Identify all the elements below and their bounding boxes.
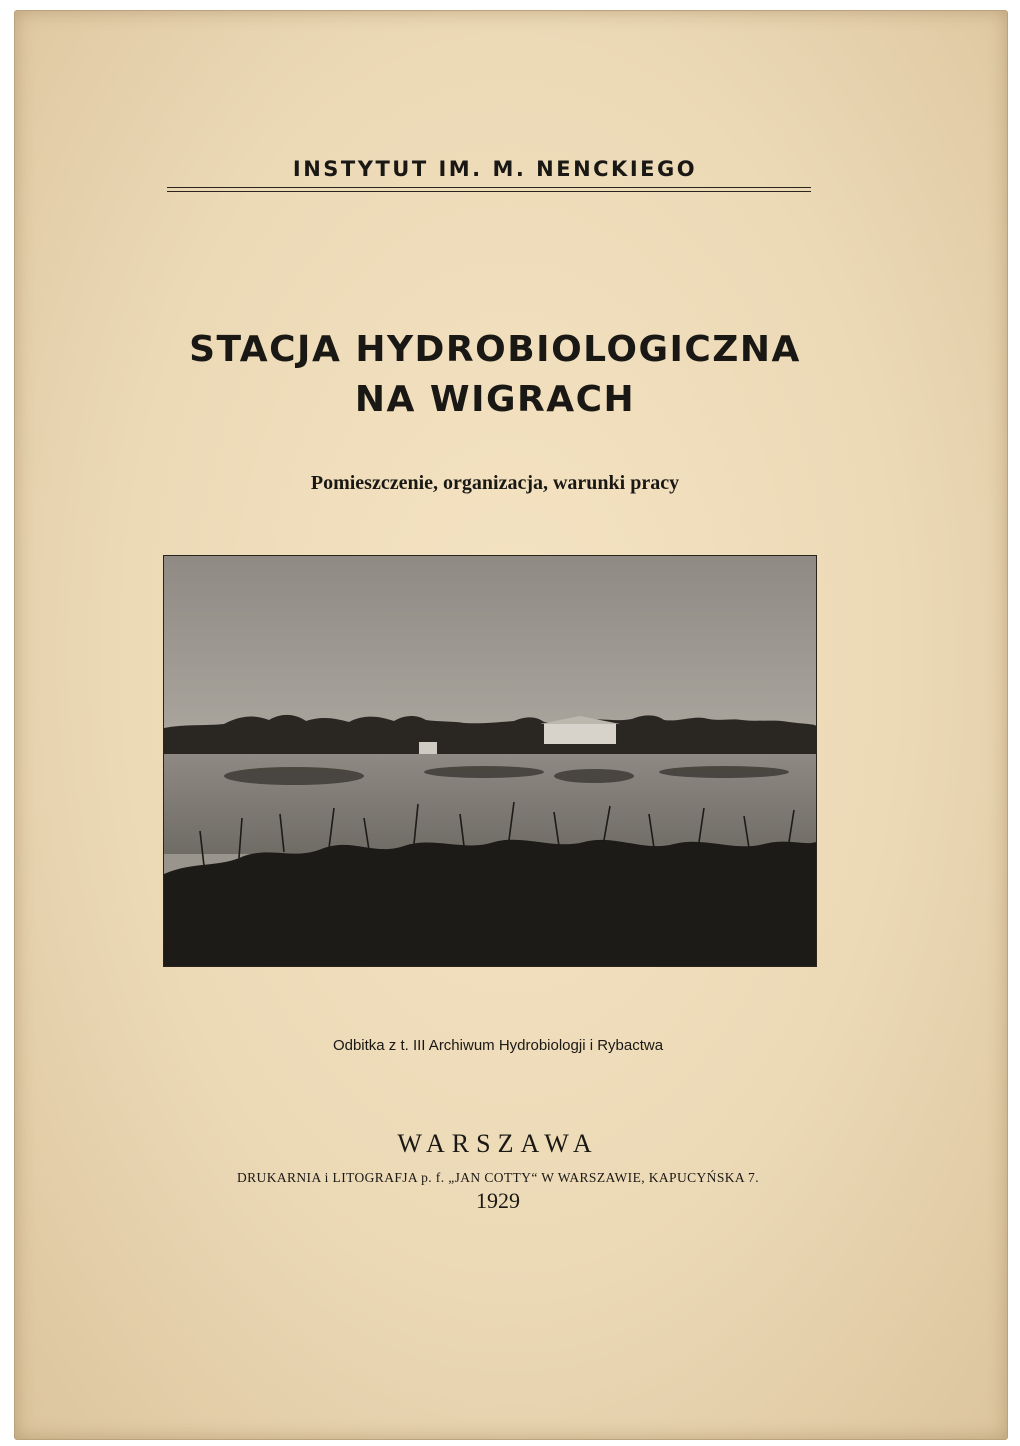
offprint-note: Odbitka z t. III Archiwum Hydrobiologji i Rybactwa <box>332 1037 664 1054</box>
small-house <box>419 742 437 754</box>
title-line-2: NA WIGRACH <box>354 379 636 420</box>
reeds <box>164 840 816 966</box>
header-rule-top <box>167 187 811 188</box>
subtitle: Pomieszczenie, organizacja, warunki pracy <box>310 472 680 494</box>
title-line-1: STACJA HYDROBIOLOGICZNA <box>189 329 801 370</box>
header-rule-bottom <box>167 191 811 192</box>
year: 1929 <box>476 1188 520 1213</box>
sky <box>164 556 816 734</box>
printer-line: DRUKARNIA i LITOGRAFJA p. f. „JAN COTTY“ W WARSZAWIE, KAPUCYŃSKA 7. <box>237 1170 759 1185</box>
city: WARSZAWA <box>397 1129 599 1158</box>
institute-name: INSTYTUT IM. M. NENCKIEGO <box>292 157 698 181</box>
booklet-cover <box>14 10 1008 1440</box>
lake-photograph <box>163 555 817 967</box>
station-building <box>544 724 616 744</box>
